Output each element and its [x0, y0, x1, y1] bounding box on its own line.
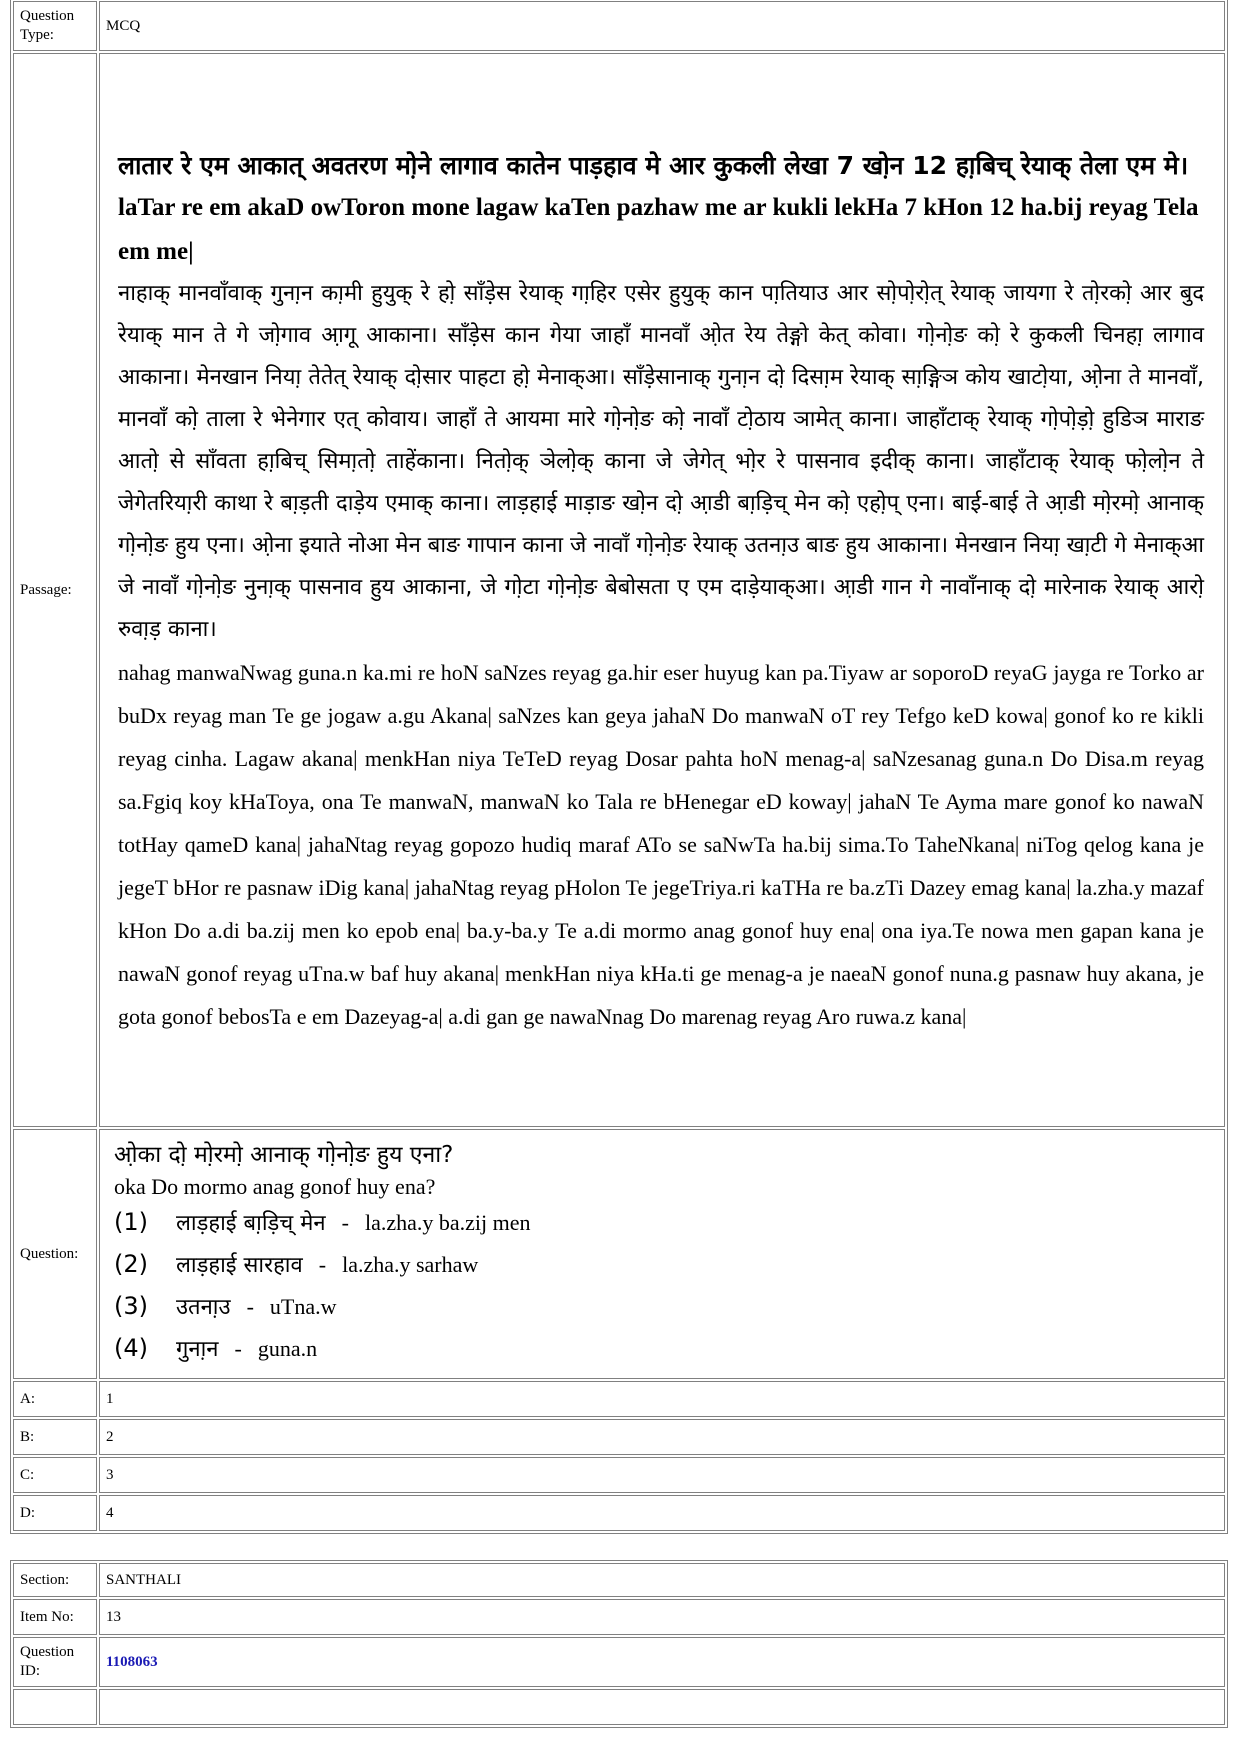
passage-heading-devanagari: लातार रे एम आकात् अवतरण मो̣ने लागाव कातेन पाड़हाव मे आर कुकली लेखा 7 खो̣न 12 हा̣बिच् रेयाक् तेला एम मे।: [118, 150, 1189, 180]
answer-value: 1: [99, 1381, 1225, 1417]
answer-label: A:: [13, 1381, 97, 1417]
option-separator: -: [234, 1336, 242, 1361]
option-roman: guna.n: [257, 1336, 318, 1361]
option-devanagari: उतना̣उ: [176, 1295, 231, 1320]
option-devanagari: गुना̣न: [176, 1337, 219, 1362]
section-row: [13, 1563, 1225, 1597]
section-value: SANTHALI: [99, 1563, 1225, 1597]
passage-label: Passage:: [13, 53, 97, 1127]
option-number: (2): [114, 1250, 148, 1278]
question-row: [13, 1129, 1225, 1379]
passage-content: [99, 53, 1225, 1127]
answer-value: 4: [99, 1495, 1225, 1531]
question-content: [99, 1129, 1225, 1379]
item-no-label: Item No:: [13, 1599, 97, 1635]
question-13-table: [10, 1560, 1228, 1728]
item-no-value: 13: [99, 1599, 1225, 1635]
answer-value: 3: [99, 1457, 1225, 1493]
section-label: Section:: [13, 1563, 97, 1597]
question-id-row: [13, 1637, 1225, 1687]
passage-row: [13, 53, 1225, 1127]
answer-row-b: [13, 1419, 1225, 1455]
answer-label: C:: [13, 1457, 97, 1493]
passage-heading-roman: laTar re em akaD owToron mone lagaw kaTen pazhaw me ar kukli lekHa 7 kHon 12 ha.bij reyag Tela em me|: [118, 193, 1199, 265]
option-separator: -: [318, 1252, 327, 1277]
option-number: (1): [114, 1208, 148, 1236]
question-12-table: [10, 0, 1228, 1534]
question-text-roman: oka Do mormo anag gonof huy ena?: [114, 1174, 436, 1199]
question-id-label: Question ID:: [13, 1637, 97, 1687]
answer-row-c: [13, 1457, 1225, 1493]
next-row-label: [13, 1689, 97, 1725]
option-2: [114, 1244, 1210, 1286]
option-number: (3): [114, 1292, 148, 1320]
next-row-value: [99, 1689, 1225, 1725]
option-roman: uTna.w: [269, 1294, 337, 1319]
answer-label: B:: [13, 1419, 97, 1455]
option-separator: -: [246, 1294, 254, 1319]
answer-row-d: [13, 1495, 1225, 1531]
question-type-value: MCQ: [99, 1, 1225, 51]
option-4: [114, 1328, 1210, 1370]
next-row-partial: [13, 1689, 1225, 1725]
question-text-devanagari: ओ̣का दो̣ मो̣रमो̣ आनाक् गो̣नो̣ङ हुय एना?: [114, 1142, 454, 1168]
option-roman: la.zha.y sarhaw: [342, 1252, 479, 1277]
passage-body-devanagari: नाहाक् मानवाँवाक् गुना̣न का̣मी हुयुक् रे हो̣ साँड़े̣स रेयाक् गा̣हिर एसेर हुयुक् कान पा̣तियाउ आर सो̣पो̣रो̣त् रेयाक् जायगा रे तो̣रको̣ आर बुद रेयाक् मान ते गे जो̣गाव आ̣गू आकाना। साँड़े̣स कान गेया जाहाँ मानवाँ ओ̣त रेय तेङ्गो केत् कोवा। गो̣नो̣ङ को̣ रे कुकली चिनहा̣ लागाव आकाना। मेनखान निया̣ तेतेत् रेयाक् दो̣सार पाहटा हो̣ मेनाक्आ। साँड़े̣सानाक् गुना̣न दो̣ दिसा̣म रेयाक् सा̣ङ्गिञ कोय खाटो̣या, ओ̣ना ते मानवाँ, मानवाँ को̣ ताला रे भेनेगार एत् कोवाय। जाहाँ ते आयमा मारे गो̣नो̣ङ को̣ नावाँ टो̣ठाय ञामेत् काना। जाहाँटाक् रेयाक् गो̣पो̣ड़ो̣ हुडिञ माराङ आतो̣ से साँवता हा̣बिच् सिमा̣तो̣ ताहेंकाना। नितो̣क् ञेलो̣क् काना जे जेगेत् भो̣र रे पासनाव इदीक् काना। जाहाँटाक् रेयाक् फो̣लो̣न ते जेगेतरिया̣री काथा रे बा̣ड़ती दाड़ेय एमाक् काना। लाड़हाई माड़ाङ खो̣न दो̣ आ̣डी बा̣ड़िच् मेन को̣ एहो̣प् एना। बाई-बाई ते आ̣डी मो̣रमो̣ आनाक् गो̣नो̣ङ हुय एना। ओ̣ना इयाते नोआ मेन बाङ गापान काना जे नावाँ गो̣नो̣ङ रेयाक् उतना̣उ बाङ हुय आकाना। मेनखान निया̣ खा̣टी गे मेनाक्आ जे नावाँ गो̣नो̣ङ नुना̣क् पासनाव हुय आकाना, जे गो̣टा गो̣नो̣ङ बेबोसता ए एम दाड़ेयाक्आ। आ̣डी गान गे नावाँनाक् दो̣ मारेनाक रेयाक् आरो̣ रुवा̣ड़ काना।: [118, 281, 1205, 643]
passage-body-roman: nahag manwaNwag guna.n ka.mi re hoN saNzes reyag ga.hir eser huyug kan pa.Tiyaw ar soporoD reyaG jayga re Torko ar buDx reyag man Te ge jogaw a.gu Akana| saNzes kan geya jahaN Do manwaN oT rey Tefgo keD kowa| gonof ko re kikli reyag cinha. Lagaw akana| menkHan niya TeTeD reyag Dosar pahta hoN menag-a| saNzesanag guna.n Do Disa.m reyag sa.Fgiq koy kHaToya, ona Te manwaN, manwaN ko Tala re bHenegar eD koway| jahaN Te Ayma mare gonof ko nawaN totHay qameD kana| jahaNtag reyag gopozo hudiq maraf ATo se saNwTa ha.bij sima.To TaheNkana| niTog qelog kana je jegeT bHor re pasnaw iDig kana| jahaNtag reyag pHolon Te jegeTriya.ri kaTHa re ba.zTi Dazey emag kana| la.zha.y mazaf kHon Do a.di ba.zij men ko epob ena| ba.y-ba.y Te a.di mormo anag gonof huy ena| ona iya.Te nowa men gapan kana je nawaN gonof reyag uTna.w baf huy akana| menkHan niya kHa.ti ge menag-a je naeaN gonof nuna.g pasnaw huy akana, je gota gonof bebosTa e em Dazeyag-a| a.di gan ge nawaNnag Do marenag reyag Aro ruwa.z kana|: [118, 660, 1204, 1030]
option-devanagari: लाड़हाई बा̣ड़िच् मेन: [176, 1211, 326, 1236]
option-3: [114, 1286, 1210, 1328]
answer-value: 2: [99, 1419, 1225, 1455]
option-separator: -: [341, 1210, 349, 1235]
option-roman: la.zha.y ba.zij men: [364, 1210, 531, 1235]
option-devanagari: लाड़हाई सारहाव: [176, 1253, 303, 1278]
question-type-label: Question Type:: [13, 1, 97, 51]
question-label: Question:: [13, 1129, 97, 1379]
option-1: [114, 1202, 1210, 1244]
answer-row-a: [13, 1381, 1225, 1417]
item-no-row: [13, 1599, 1225, 1635]
question-type-row: [13, 1, 1225, 51]
option-number: (4): [114, 1334, 148, 1362]
answer-label: D:: [13, 1495, 97, 1531]
question-id-value: 1108063: [99, 1637, 1225, 1687]
